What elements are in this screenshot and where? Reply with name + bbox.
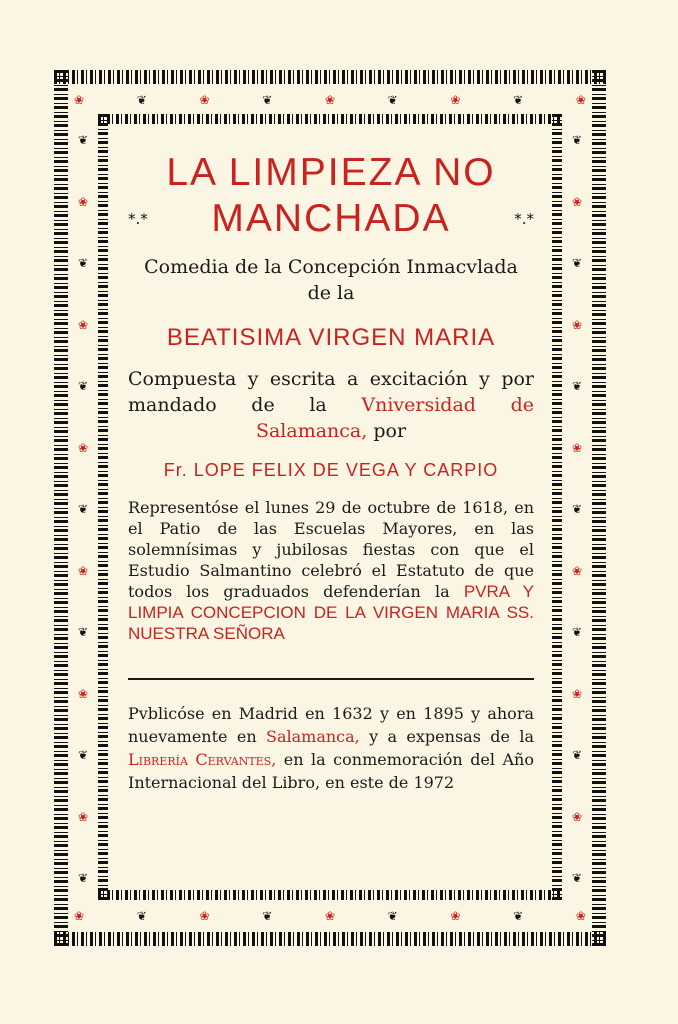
leaf-ornament-icon: ❦ — [77, 379, 89, 393]
flower-ornament-icon: ❀ — [324, 93, 335, 107]
leaf-ornament-icon: ❦ — [262, 93, 273, 107]
title-line-2: MANCHADA — [211, 197, 451, 240]
border-bottom-inner — [98, 890, 562, 900]
performance-text: Representóse el lunes 29 de octubre de 1618, en el Patio de las Escuelas Mayores, en las solemnísimas y jubilosas fiestas con que el Estudio Salmantino celebró el Estatuto de que todos los graduados defenderían la — [128, 498, 534, 601]
flower-ornament-icon: ❀ — [575, 93, 586, 107]
subtitle-line-1: Comedia de la Concepción Inmacvlada — [144, 256, 518, 278]
ornament-row-bottom — [74, 910, 586, 922]
leaf-ornament-icon: ❦ — [77, 502, 89, 516]
flower-ornament-icon: ❀ — [571, 809, 583, 824]
leaf-ornament-icon: ❦ — [513, 909, 524, 923]
leaf-ornament-icon: ❦ — [77, 256, 89, 270]
leaf-ornament-icon: ❦ — [77, 871, 89, 885]
flower-ornament-icon: ❀ — [74, 93, 85, 107]
flower-ornament-icon: ❀ — [571, 563, 583, 578]
title-page-content — [128, 150, 534, 794]
leaf-ornament-icon: ❦ — [387, 909, 398, 923]
subtitle — [128, 254, 534, 306]
flower-ornament-icon: ❀ — [575, 909, 586, 923]
flower-ornament-icon: ❀ — [77, 563, 89, 578]
leaf-ornament-icon: ❦ — [77, 133, 89, 147]
publication-text-2: y a expensas de la — [359, 727, 534, 746]
flower-ornament-icon: ❀ — [571, 440, 583, 455]
composition-statement — [128, 366, 534, 444]
publication-text-1: Pvblicóse en Madrid en 1632 y en 1895 y ahora nuevamente en — [128, 704, 534, 746]
leaf-ornament-icon: ❦ — [571, 133, 583, 147]
flower-ornament-icon: ❀ — [77, 440, 89, 455]
ornament-row-top — [74, 94, 586, 106]
performance-highlight: PVRA Y LIMPIA CONCEPCION DE LA VIRGEN MARIA SS. NUESTRA SEÑORA — [128, 582, 534, 643]
title-line-1: LA LIMPIEZA NO — [166, 151, 496, 194]
star-ornament-icon: *.* — [514, 210, 534, 228]
leaf-ornament-icon: ❦ — [571, 256, 583, 270]
leaf-ornament-icon: ❦ — [571, 871, 583, 885]
subtitle-line-2: de la — [307, 282, 355, 304]
publication-note — [128, 702, 534, 794]
flower-ornament-icon: ❀ — [571, 686, 583, 701]
leaf-ornament-icon: ❦ — [136, 909, 147, 923]
leaf-ornament-icon: ❦ — [77, 625, 89, 639]
leaf-ornament-icon: ❦ — [513, 93, 524, 107]
flower-ornament-icon: ❀ — [450, 93, 461, 107]
bookstore-name: Librería Cervantes, — [128, 750, 277, 769]
flower-ornament-icon: ❀ — [571, 317, 583, 332]
leaf-ornament-icon: ❦ — [136, 93, 147, 107]
publication-text-3: en la conmemoración del Año Internacional del Libro, en este de 1972 — [128, 750, 534, 792]
ornament-col-right — [570, 134, 584, 884]
dedication-heading: BEATISIMA VIRGEN MARIA — [166, 324, 496, 351]
border-left-inner — [98, 114, 108, 900]
leaf-ornament-icon: ❦ — [387, 93, 398, 107]
title-line-2-row — [128, 196, 534, 242]
border-left-outer — [54, 70, 68, 946]
flower-ornament-icon: ❀ — [77, 686, 89, 701]
composition-text: Compuesta y escrita a excitación y por mandado de la — [128, 368, 534, 416]
author-name: Fr. LOPE FELIX DE VEGA Y CARPIO — [163, 460, 499, 480]
ornament-col-left — [76, 134, 90, 884]
flower-ornament-icon: ❀ — [571, 194, 583, 209]
composition-by: por — [367, 420, 407, 442]
border-top-inner — [98, 114, 562, 124]
performance-note — [128, 497, 534, 644]
leaf-ornament-icon: ❦ — [571, 379, 583, 393]
leaf-ornament-icon: ❦ — [77, 748, 89, 762]
star-ornament-icon: *.* — [128, 210, 148, 228]
flower-ornament-icon: ❀ — [324, 909, 335, 923]
border-top-outer — [54, 70, 606, 84]
flower-ornament-icon: ❀ — [74, 909, 85, 923]
leaf-ornament-icon: ❦ — [262, 909, 273, 923]
leaf-ornament-icon: ❦ — [571, 625, 583, 639]
flower-ornament-icon: ❀ — [199, 93, 210, 107]
leaf-ornament-icon: ❦ — [571, 748, 583, 762]
flower-ornament-icon: ❀ — [77, 194, 89, 209]
border-bottom-outer — [54, 932, 606, 946]
divider-rule — [128, 678, 534, 680]
flower-ornament-icon: ❀ — [77, 317, 89, 332]
flower-ornament-icon: ❀ — [199, 909, 210, 923]
border-right-inner — [552, 114, 562, 900]
publication-city: Salamanca, — [266, 727, 360, 746]
border-right-outer — [592, 70, 606, 946]
flower-ornament-icon: ❀ — [77, 809, 89, 824]
leaf-ornament-icon: ❦ — [571, 502, 583, 516]
university-name: Vniversidad de Salamanca, — [255, 394, 534, 442]
flower-ornament-icon: ❀ — [450, 909, 461, 923]
